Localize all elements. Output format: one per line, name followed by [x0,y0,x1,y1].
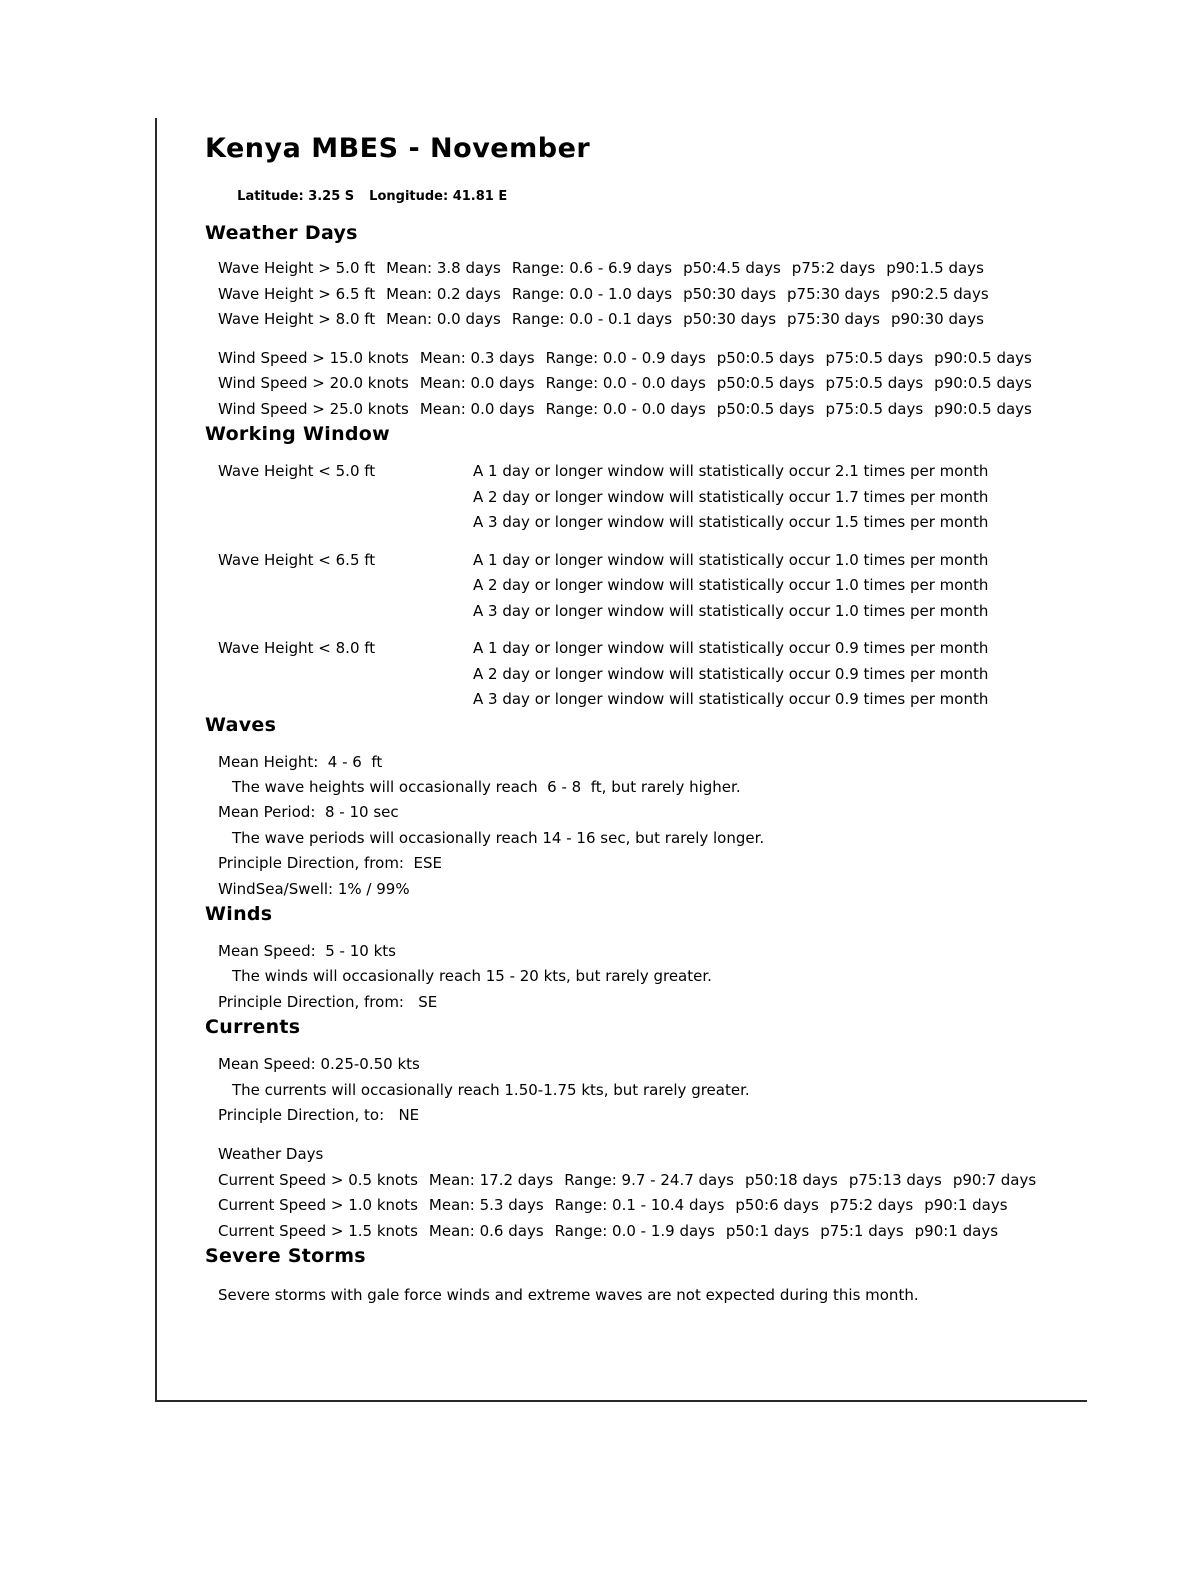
stat-p75: p75:0.5 days [825,374,924,392]
stat-p50: p50:0.5 days [716,374,815,392]
stat-subject: Current Speed > 1.5 knots [218,1221,418,1240]
stat-subject: Wave Height > 6.5 ft [218,284,376,303]
winds-mean-speed: Mean Speed: 5 - 10 kts [218,941,396,960]
stat-p75: p75:1 days [820,1221,904,1240]
stat-subject: Current Speed > 1.0 knots [218,1196,418,1215]
working-window-label: Wave Height < 8.0 ft [218,639,376,657]
waves-period-note: The wave periods will occasionally reach 14 - 16 sec, but rarely longer. [232,828,765,847]
stat-subject: Wind Speed > 15.0 knots [218,348,409,367]
stat-p50: p50:30 days [683,284,777,303]
stat-p75: p75:0.5 days [825,348,924,367]
working-window-lines [473,548,1200,625]
stat-line-wave-2 [218,282,1200,308]
latitude-value: Latitude: 3.25 S [237,189,355,204]
current-speed-stats [218,1168,1200,1245]
stat-mean: Mean: 17.2 days [428,1170,554,1189]
stat-p50: p50:4.5 days [683,259,781,277]
stat-range: Range: 0.6 - 6.9 days [511,259,673,277]
working-window-line: A 3 day or longer window will statistically occur 1.0 times per month [473,601,989,620]
report-content [157,132,1200,1309]
stat-range: Range: 9.7 - 24.7 days [564,1170,734,1189]
stat-mean: Mean: 3.8 days [386,259,501,277]
working-window-line: A 1 day or longer window will statistically occur 0.9 times per month [473,639,989,657]
stat-p90: p90:2.5 days [890,284,989,303]
stat-subject: Wind Speed > 20.0 knots [218,374,409,392]
stat-p50: p50:30 days [683,310,777,328]
currents-principle-direction: Principle Direction, to: NE [218,1105,420,1124]
section-heading-waves: Waves [205,713,277,736]
stat-subject: Wave Height > 5.0 ft [218,259,376,277]
stat-mean: Mean: 0.3 days [419,348,535,367]
working-window-line: A 1 day or longer window will statistically occur 1.0 times per month [473,550,989,569]
waves-windsea-swell: WindSea/Swell: 1% / 99% [218,879,410,898]
stat-p50: p50:18 days [744,1170,838,1189]
stat-range: Range: 0.0 - 0.1 days [511,310,673,328]
working-window-line: A 2 day or longer window will statistically occur 1.0 times per month [473,576,989,594]
waves-mean-period: Mean Period: 8 - 10 sec [218,803,399,822]
section-heading-weather-days: Weather Days [205,222,358,244]
stat-p50: p50:6 days [735,1196,819,1215]
stat-p75: p75:2 days [829,1196,914,1215]
section-heading-working-window: Working Window [205,423,390,445]
coordinates-line [210,173,1200,221]
stat-range: Range: 0.0 - 0.0 days [545,374,706,392]
working-window-line: A 3 day or longer window will statistically occur 0.9 times per month [473,690,989,708]
stat-line-current-1 [218,1168,1200,1194]
working-window-group-2 [218,548,1200,625]
wave-height-stats [218,256,1200,333]
stat-range: Range: 0.0 - 1.0 days [511,284,673,303]
stat-mean: Mean: 0.2 days [386,284,501,303]
stat-p90: p90:0.5 days [934,374,1032,392]
stat-p90: p90:1.5 days [886,259,984,277]
stat-line-wind-3 [218,397,1200,423]
stat-p75: p75:13 days [848,1170,942,1189]
stat-mean: Mean: 0.6 days [428,1221,544,1240]
stat-range: Range: 0.0 - 0.0 days [545,399,706,418]
stat-p50: p50:0.5 days [716,399,815,418]
page-title: Kenya MBES - November [205,133,591,164]
stat-range: Range: 0.0 - 0.9 days [545,348,706,367]
stat-range: Range: 0.1 - 10.4 days [554,1196,725,1215]
stat-p75: p75:30 days [787,284,880,303]
winds-speed-note: The winds will occasionally reach 15 - 20 kts, but rarely greater. [232,967,712,986]
stat-line-wind-2 [218,371,1200,397]
stat-subject: Wave Height > 8.0 ft [218,310,376,328]
waves-principle-direction: Principle Direction, from: ESE [218,854,442,873]
working-window-group-3 [218,636,1200,713]
currents-weather-days-label: Weather Days [218,1145,324,1164]
stat-p90: p90:0.5 days [934,399,1032,418]
working-window-lines [473,459,1200,536]
stat-p50: p50:1 days [725,1221,810,1240]
working-window-line: A 2 day or longer window will statistically occur 0.9 times per month [473,664,989,683]
stat-p90: p90:1 days [924,1196,1008,1215]
page-bottom-border [155,1400,1087,1402]
section-heading-severe-storms: Severe Storms [205,1245,366,1268]
stat-mean: Mean: 0.0 days [419,374,535,392]
working-window-lines [473,636,1200,713]
working-window-line: A 3 day or longer window will statistically occur 1.5 times per month [473,513,989,531]
waves-mean-height: Mean Height: 4 - 6 ft [218,752,383,771]
stat-p90: p90:30 days [890,310,984,328]
working-window-group-1 [218,459,1200,536]
stat-subject: Current Speed > 0.5 knots [218,1170,418,1189]
working-window-line: A 2 day or longer window will statistically occur 1.7 times per month [473,487,989,506]
stat-line-current-3 [218,1219,1200,1245]
currents-speed-note: The currents will occasionally reach 1.50-1.75 kts, but rarely greater. [232,1080,750,1099]
longitude-value: Longitude: 41.81 E [369,189,508,204]
stat-p75: p75:30 days [787,310,880,328]
stat-line-wave-3 [218,307,1200,333]
stat-range: Range: 0.0 - 1.9 days [554,1221,715,1240]
stat-line-wind-1 [218,346,1200,372]
section-heading-winds: Winds [205,902,273,925]
stat-line-current-2 [218,1193,1200,1219]
stat-p90: p90:7 days [952,1170,1037,1189]
stat-subject: Wind Speed > 25.0 knots [218,399,409,418]
severe-storms-text: Severe storms with gale force winds and extreme waves are not expected during this month. [218,1286,919,1305]
stat-p75: p75:0.5 days [825,399,924,418]
section-heading-currents: Currents [205,1016,301,1039]
stat-line-wave-1 [218,256,1200,282]
stat-mean: Mean: 0.0 days [386,310,501,328]
winds-principle-direction: Principle Direction, from: SE [218,992,438,1011]
waves-height-note: The wave heights will occasionally reach 6 - 8 ft, but rarely higher. [232,777,741,796]
stat-p75: p75:2 days [791,259,876,277]
stat-mean: Mean: 5.3 days [428,1196,544,1215]
wind-speed-stats [218,346,1200,423]
working-window-label: Wave Height < 6.5 ft [218,550,376,569]
stat-p50: p50:0.5 days [716,348,815,367]
currents-mean-speed: Mean Speed: 0.25-0.50 kts [218,1055,420,1074]
stat-p90: p90:1 days [914,1221,999,1240]
stat-mean: Mean: 0.0 days [419,399,535,418]
working-window-label: Wave Height < 5.0 ft [218,462,376,480]
working-window-line: A 1 day or longer window will statistically occur 2.1 times per month [473,462,989,480]
stat-p90: p90:0.5 days [934,348,1032,367]
